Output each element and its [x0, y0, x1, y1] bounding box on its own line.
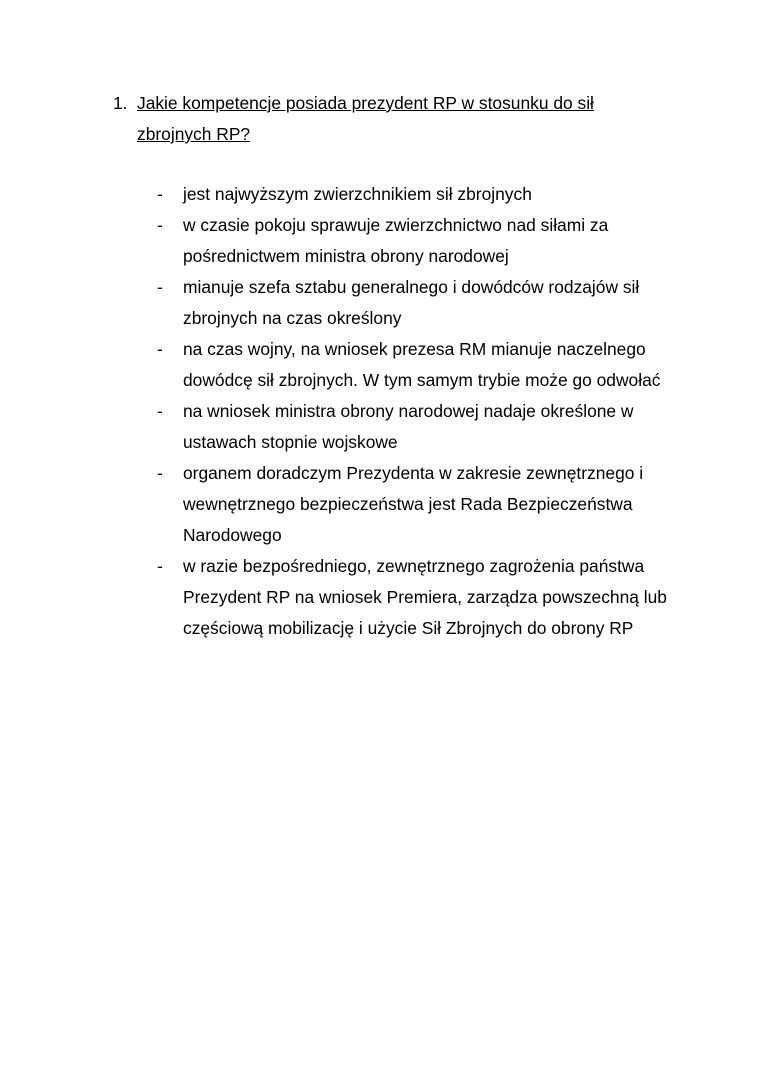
- bullet-dash: -: [157, 277, 163, 297]
- answer-item: [157, 210, 677, 272]
- answer-item: [157, 396, 677, 458]
- answer-item: [157, 272, 677, 334]
- bullet-dash: -: [157, 215, 163, 235]
- answer-text: na wniosek ministra obrony narodowej nadaje określone w ustawach stopnie wojskowe: [183, 401, 634, 452]
- bullet-dash: -: [157, 463, 163, 483]
- bullet-dash: -: [157, 401, 163, 421]
- question-text: Jakie kompetencje posiada prezydent RP w stosunku do sił zbrojnych RP?: [137, 93, 594, 144]
- question-number: 1.: [113, 93, 128, 113]
- answer-text: na czas wojny, na wniosek prezesa RM mianuje naczelnego dowódcę sił zbrojnych. W tym samym trybie może go odwołać: [183, 339, 661, 390]
- answer-item: [157, 334, 677, 396]
- answer-text: w razie bezpośredniego, zewnętrznego zagrożenia państwa Prezydent RP na wniosek Premiera, zarządza powszechną lub częściową mobilizację i użycie Sił Zbrojnych do obrony RP: [183, 556, 667, 638]
- answer-item: [157, 458, 677, 551]
- answer-item: [157, 551, 677, 644]
- answer-text: w czasie pokoju sprawuje zwierzchnictwo nad siłami za pośrednictwem ministra obrony narodowej: [183, 215, 609, 266]
- answer-item: [157, 179, 677, 210]
- answer-text: jest najwyższym zwierzchnikiem sił zbrojnych: [183, 184, 532, 204]
- answer-list: [157, 179, 677, 644]
- answer-text: organem doradczym Prezydenta w zakresie zewnętrznego i wewnętrznego bezpieczeństwa jest Rada Bezpieczeństwa Narodowego: [183, 463, 644, 545]
- bullet-dash: -: [157, 339, 163, 359]
- bullet-dash: -: [157, 184, 163, 204]
- answer-text: mianuje szefa sztabu generalnego i dowódców rodzajów sił zbrojnych na czas określony: [183, 277, 640, 328]
- bullet-dash: -: [157, 556, 163, 576]
